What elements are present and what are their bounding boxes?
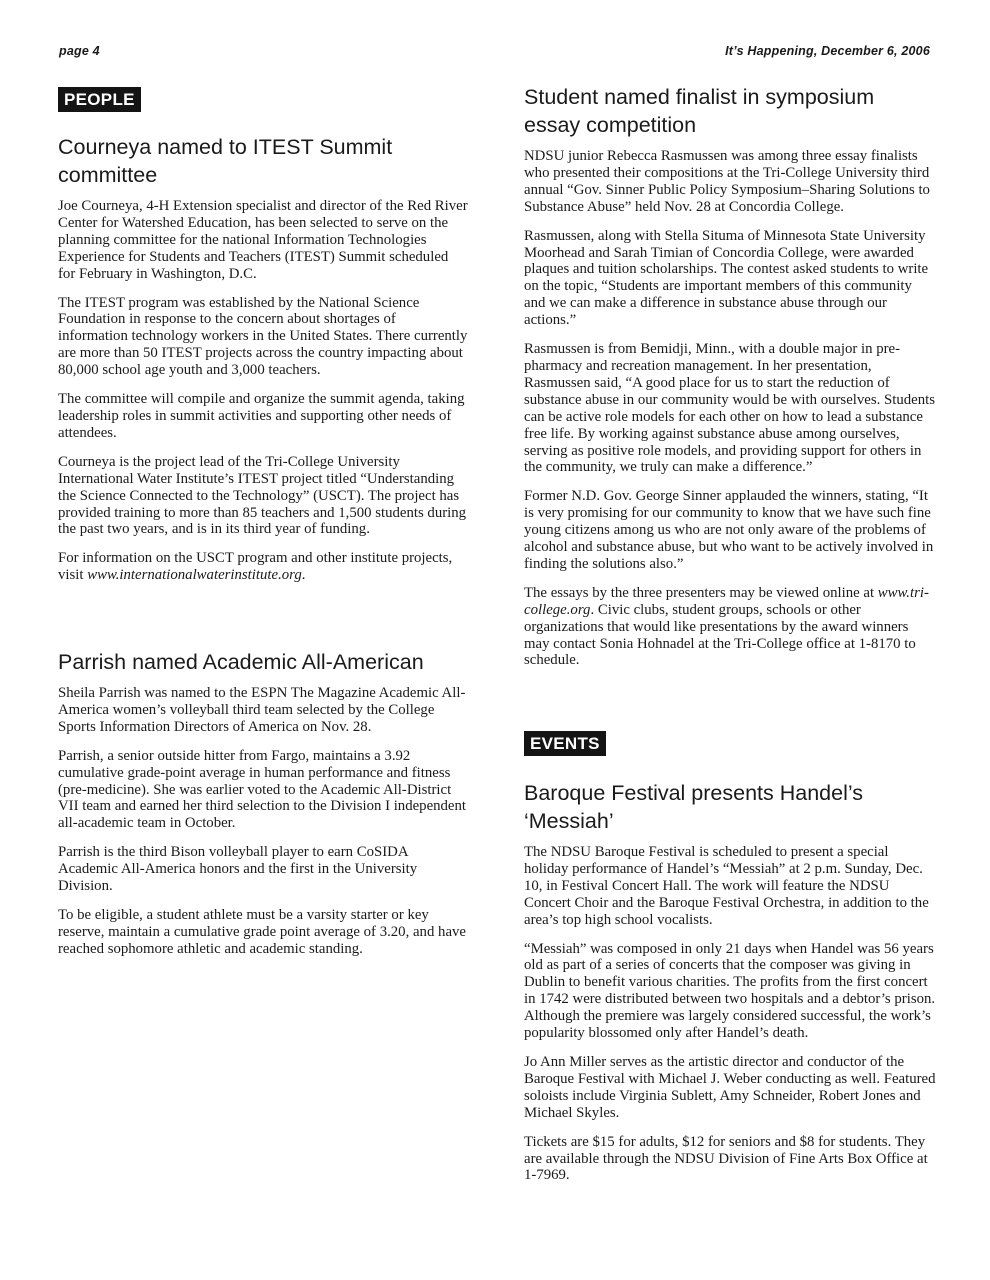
article-title: Courneya named to ITEST Summit committee	[58, 135, 393, 187]
article-title: Parrish named Academic All-American	[58, 650, 424, 674]
article-paragraph: Joe Courneya, 4-H Extension specialist and director of the Red River Center for Watershed Education, has been selected to serve on the planning committee for the national Information Technologies Experience for Students and Teachers (ITEST) Summit scheduled for February in Washington, D.C.	[58, 198, 468, 282]
article-paragraph: NDSU junior Rebecca Rasmussen was among three essay finalists who presented their compositions at the Tri-College University third annual “Gov. Sinner Public Policy Symposium–Sharing Solutions to Substance Abuse” held Nov. 28 at Concordia College.	[524, 148, 930, 215]
paragraph-text: .	[301, 567, 306, 584]
article-title: Student named finalist in symposium essay competition	[524, 85, 875, 137]
institute-link[interactable]: www.internationalwaterinstitute.org	[87, 567, 302, 584]
article-paragraph: Rasmussen is from Bemidji, Minn., with a double major in pre-pharmacy and recreation management. In her presentation, Rasmussen said, “A good place for us to start the reduction of substance abuse in our community would be with ourselves. Students can be active role models for each other on how to lead a substance free life. By working against substance abuse among ourselves, serving as positive role models, and providing support for others in the community, we truly can make a difference.”	[524, 341, 935, 476]
article-paragraph: The committee will compile and organize the summit agenda, taking leadership roles in summit activities and supporting other needs of attendees.	[58, 391, 465, 441]
article-paragraph: Parrish is the third Bison volleyball player to earn CoSIDA Academic All-America honors and the first in the University Division.	[58, 844, 418, 895]
article-paragraph	[524, 585, 936, 670]
article-paragraph: The NDSU Baroque Festival is scheduled to present a special holiday performance of Handel’s “Messiah” at 2 p.m. Sunday, Dec. 10, in Festival Concert Hall. The work will feature the NDSU Concert Choir and the Baroque Festival Orchestra, in addition to the area’s top high school vocalists.	[524, 844, 929, 928]
section-tag-people: PEOPLE	[58, 87, 141, 112]
article-paragraph: Parrish, a senior outside hitter from Fargo, maintains a 3.92 cumulative grade-point average in human performance and fitness (pre-medicine). She was earlier voted to the Academic All-District VII team and earned her third selection to the Division I independent all-academic team in October.	[58, 747, 467, 832]
article-title: Baroque Festival presents Handel’s ‘Messiah’	[524, 781, 864, 833]
section-tag-events: EVENTS	[524, 731, 606, 756]
paragraph-text: . Civic clubs, student groups, schools or other organizations that would like presentations by the award winners may contact Sonia Hohnadel at the Tri-College office at 1-8170 to schedule.	[524, 601, 916, 669]
page-number: page 4	[59, 44, 100, 58]
issue-title: It’s Happening, December 6, 2006	[725, 44, 930, 58]
article-paragraph: The ITEST program was established by the National Science Foundation in response to the concern about shortages of information technology workers in the United States. There currently are more than 50 ITEST projects across the country impacting about 80,000 school age youth and 3,000 teachers.	[58, 294, 468, 379]
article-paragraph: Sheila Parrish was named to the ESPN The Magazine Academic All-America women’s volleyball third team selected by the College Sports Information Directors of America on Nov. 28.	[58, 685, 466, 735]
article-paragraph	[58, 550, 468, 584]
article-paragraph: Former N.D. Gov. George Sinner applauded the winners, stating, “It is very promising for our community to know that we have such fine young citizens among us who are not only aware of the problems of alcohol and substance abuse, but who want to be actively involved in finding the solutions also.”	[524, 488, 934, 572]
article-courneya	[58, 133, 468, 596]
article-messiah	[524, 779, 936, 1196]
article-paragraph: Rasmussen, along with Stella Situma of Minnesota State University Moorhead and Sarah Timian of Concordia College, were awarded plaques and tuition scholarships. The contest asked students to write on the topic, “Students are important members of this community and we can make a difference in substance abuse through our actions.”	[524, 227, 929, 329]
paragraph-text: For information on the USCT program and other institute projects, visit	[58, 550, 453, 584]
article-parrish	[58, 648, 468, 970]
paragraph-text: The essays by the three presenters may be viewed online at	[524, 584, 878, 601]
article-paragraph: Courneya is the project lead of the Tri-College University International Water Institute’s ITEST project titled “Understanding the Science Connected to the Technology” (USCT). The project has provided training to more than 85 teachers and 1,500 students during the past two years, and is in its third year of funding.	[58, 453, 467, 538]
article-rasmussen	[524, 83, 936, 681]
article-paragraph: “Messiah” was composed in only 21 days when Handel was 56 years old as part of a series of concerts that the composer was giving in Dublin to benefit various charities. The profits from the first concert in 1742 were distributed between two hospitals and a debtor’s prison. Although the premiere was largely considered successful, the work’s popularity blossomed only after Handel’s death.	[524, 940, 936, 1042]
article-paragraph: To be eligible, a student athlete must be a varsity starter or key reserve, maintain a cumulative grade point average of 3.20, and have reached sophomore athletic and academic standing.	[58, 906, 466, 957]
article-paragraph: Jo Ann Miller serves as the artistic director and conductor of the Baroque Festival with Michael J. Weber conducting as well. Featured soloists include Virginia Sublett, Amy Schneider, Robert Jones and Michael Skyles.	[524, 1053, 936, 1121]
tri-college-link[interactable]: www.tri-college.org	[524, 584, 929, 618]
article-paragraph: Tickets are $15 for adults, $12 for seniors and $8 for students. They are available through the NDSU Division of Fine Arts Box Office at 1-7969.	[524, 1133, 928, 1184]
